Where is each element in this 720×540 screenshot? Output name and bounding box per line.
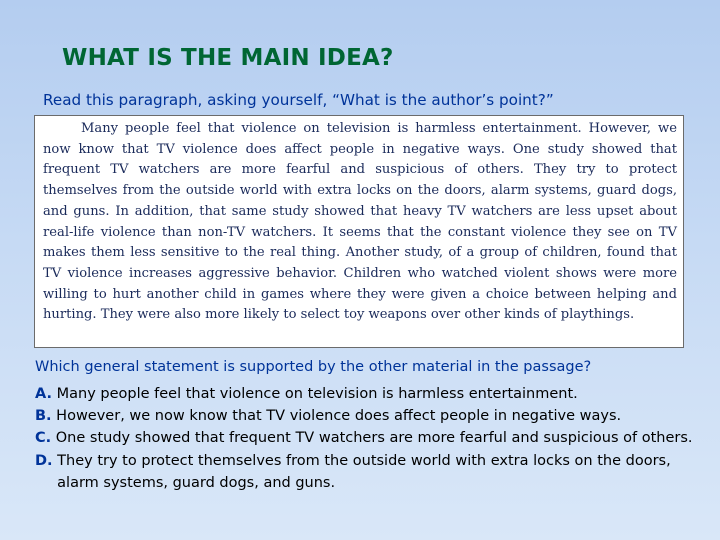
option-letter: D. — [35, 452, 53, 469]
option-letter: B. — [35, 408, 52, 425]
option-a[interactable] — [35, 383, 695, 405]
option-letter: A. — [35, 386, 52, 402]
option-c[interactable] — [35, 427, 695, 449]
option-text: They try to protect themselves from the outside world with extra locks on the doors, alarm systems, guard dogs, and guns. — [57, 452, 671, 491]
page-title: WHAT IS THE MAIN IDEA? — [62, 45, 394, 71]
option-b[interactable] — [35, 405, 695, 427]
question-text: Which general statement is supported by the other material in the passage? — [35, 359, 592, 375]
option-text: Many people feel that violence on television is harmless entertainment. — [56, 386, 578, 402]
passage-box — [34, 115, 684, 348]
answer-options — [35, 383, 695, 494]
option-letter: C. — [35, 430, 52, 447]
option-d[interactable] — [35, 450, 695, 494]
option-text: One study showed that frequent TV watchers are more fearful and suspicious of others. — [55, 430, 693, 447]
passage-paragraph: Many people feel that violence on television is harmless entertainment. However, we now know that TV violence does affect people in negative ways. One study showed that frequent TV watchers are more fearful and suspicious of others. They try to protect themselves from the outside world with extra locks on the doors, alarm systems, guard dogs, and guns. In addition, that same study showed that heavy TV watchers are less upset about real-life violence than non-TV watchers. It seems that the constant violence they see on TV makes them less sensitive to the real thing. Another study, of a group of children, found that TV violence increases aggressive behavior. Children who watched violent shows were more willing to hurt another child in games where they were given a choice between helping and hurting. They were also more likely to select toy weapons over other kinds of playthings. — [43, 121, 677, 323]
instruction-text: Read this paragraph, asking yourself, “What is the author’s point?” — [43, 91, 554, 109]
option-text: However, we now know that TV violence does affect people in negative ways. — [56, 408, 622, 425]
